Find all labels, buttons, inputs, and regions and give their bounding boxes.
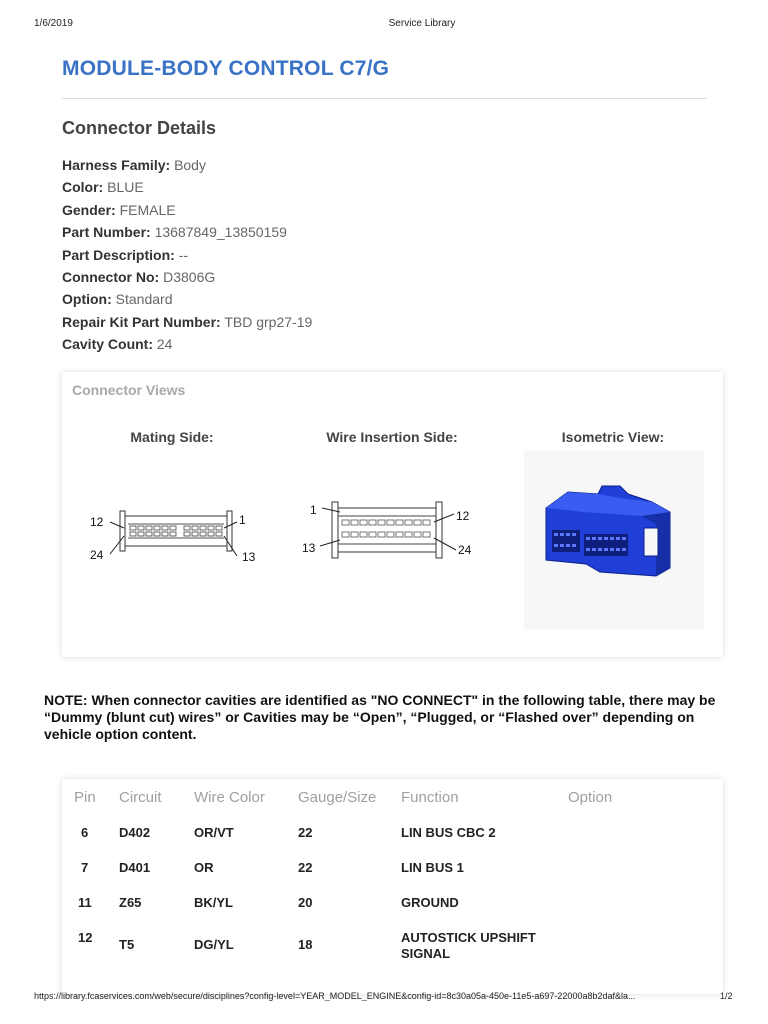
insertion-pin-24: 24 bbox=[458, 543, 472, 557]
insertion-pin-12: 12 bbox=[456, 509, 470, 523]
cell-gauge: 22 bbox=[298, 825, 313, 840]
connector-details-heading: Connector Details bbox=[62, 118, 217, 138]
detail-harness-family bbox=[62, 155, 312, 177]
header-option: Option bbox=[568, 789, 613, 806]
cell-pin: 7 bbox=[81, 860, 89, 875]
isometric-view-label: Isometric View: bbox=[561, 429, 665, 445]
insertion-pin-13: 13 bbox=[302, 541, 316, 555]
detail-label: Cavity Count: bbox=[62, 336, 153, 353]
detail-label: Repair Kit Part Number: bbox=[62, 313, 221, 330]
cell-wire-color: OR bbox=[194, 860, 214, 875]
cell-function: GROUND bbox=[401, 895, 459, 910]
cell-circuit: T5 bbox=[119, 937, 135, 952]
cell-pin: 11 bbox=[78, 895, 92, 910]
mating-side-diagram bbox=[84, 502, 274, 567]
mating-pin-12: 12 bbox=[90, 515, 104, 529]
detail-label: Color: bbox=[62, 179, 104, 196]
mating-pin-1: 1 bbox=[239, 513, 246, 527]
print-header-title: Service Library bbox=[388, 18, 456, 29]
wire-insertion-side-diagram bbox=[298, 492, 488, 567]
connector-views-card bbox=[62, 372, 723, 657]
connector-views-heading: Connector Views bbox=[72, 382, 186, 398]
detail-value: BLUE bbox=[107, 179, 144, 196]
cell-circuit: Z65 bbox=[119, 895, 142, 910]
mating-pin-24: 24 bbox=[90, 548, 104, 562]
insertion-pin-1: 1 bbox=[310, 503, 317, 517]
cell-function: LIN BUS CBC 2 bbox=[401, 825, 496, 840]
detail-label: Part Number: bbox=[62, 224, 151, 241]
detail-label: Harness Family: bbox=[62, 157, 171, 173]
cell-circuit: D402 bbox=[119, 825, 151, 840]
module-title: MODULE-BODY CONTROL C7/G bbox=[62, 57, 390, 80]
detail-value: D3806G bbox=[163, 268, 216, 285]
detail-label: Gender: bbox=[62, 201, 116, 218]
detail-label: Connector No: bbox=[62, 268, 160, 285]
print-page-number: 1/2 bbox=[720, 991, 733, 1001]
cell-pin: 6 bbox=[81, 825, 89, 840]
mating-pin-13: 13 bbox=[242, 550, 256, 564]
header-pin: Pin bbox=[74, 789, 96, 806]
detail-part-number bbox=[62, 222, 312, 244]
title-divider bbox=[62, 98, 707, 99]
pin-table bbox=[62, 779, 723, 994]
cell-gauge: 20 bbox=[298, 895, 313, 910]
header-gauge: Gauge/Size bbox=[298, 789, 377, 806]
detail-value: 13687849_13850159 bbox=[154, 224, 287, 241]
detail-color bbox=[62, 177, 312, 199]
cell-wire-color: BK/YL bbox=[194, 895, 233, 910]
detail-value: 24 bbox=[156, 336, 173, 353]
detail-value: Body bbox=[174, 157, 206, 173]
detail-value: TBD grp27-19 bbox=[224, 313, 313, 330]
header-wire-color: Wire Color bbox=[194, 789, 265, 806]
cell-gauge: 18 bbox=[298, 937, 313, 952]
cell-function: LIN BUS 1 bbox=[401, 860, 464, 875]
connector-details-list bbox=[62, 155, 312, 357]
cell-gauge: 22 bbox=[298, 860, 313, 875]
detail-part-description bbox=[62, 245, 312, 267]
cell-pin: 12 bbox=[78, 930, 93, 945]
detail-cavity-count bbox=[62, 334, 312, 356]
isometric-connector-image bbox=[524, 450, 704, 630]
cell-function: AUTOSTICK UPSHIFT SIGNAL bbox=[401, 930, 536, 961]
header-circuit: Circuit bbox=[119, 789, 162, 806]
mating-side-label: Mating Side: bbox=[130, 429, 214, 445]
detail-repair-kit bbox=[62, 312, 312, 334]
detail-value: Standard bbox=[115, 291, 173, 308]
detail-label: Part Description: bbox=[62, 246, 175, 263]
wire-insertion-side-label: Wire Insertion Side: bbox=[326, 429, 458, 445]
detail-gender bbox=[62, 200, 312, 222]
header-function: Function bbox=[401, 789, 459, 806]
detail-option bbox=[62, 289, 312, 311]
cell-wire-color: DG/YL bbox=[194, 937, 234, 952]
detail-connector-no bbox=[62, 267, 312, 289]
no-connect-note: NOTE: When connector cavities are identified as "NO CONNECT" in the following table, there may be “Dummy (blunt cut) wires” or Cavities may be “Open”, “Plugged, or “Flashed over” depending on vehicle option content. bbox=[44, 692, 716, 742]
detail-value: FEMALE bbox=[119, 201, 176, 218]
detail-label: Option: bbox=[62, 291, 112, 308]
cell-circuit: D401 bbox=[119, 860, 151, 875]
print-footer-url: https://library.fcaservices.com/web/secure/disciplines?config-level=YEAR_MODEL_ENGINE&config-id=8c30a05a-450e-11e5-a697-22000a8b2daf&la... bbox=[34, 991, 636, 1001]
detail-value: -- bbox=[178, 246, 189, 263]
cell-wire-color: OR/VT bbox=[194, 825, 234, 840]
print-date: 1/6/2019 bbox=[34, 18, 73, 29]
